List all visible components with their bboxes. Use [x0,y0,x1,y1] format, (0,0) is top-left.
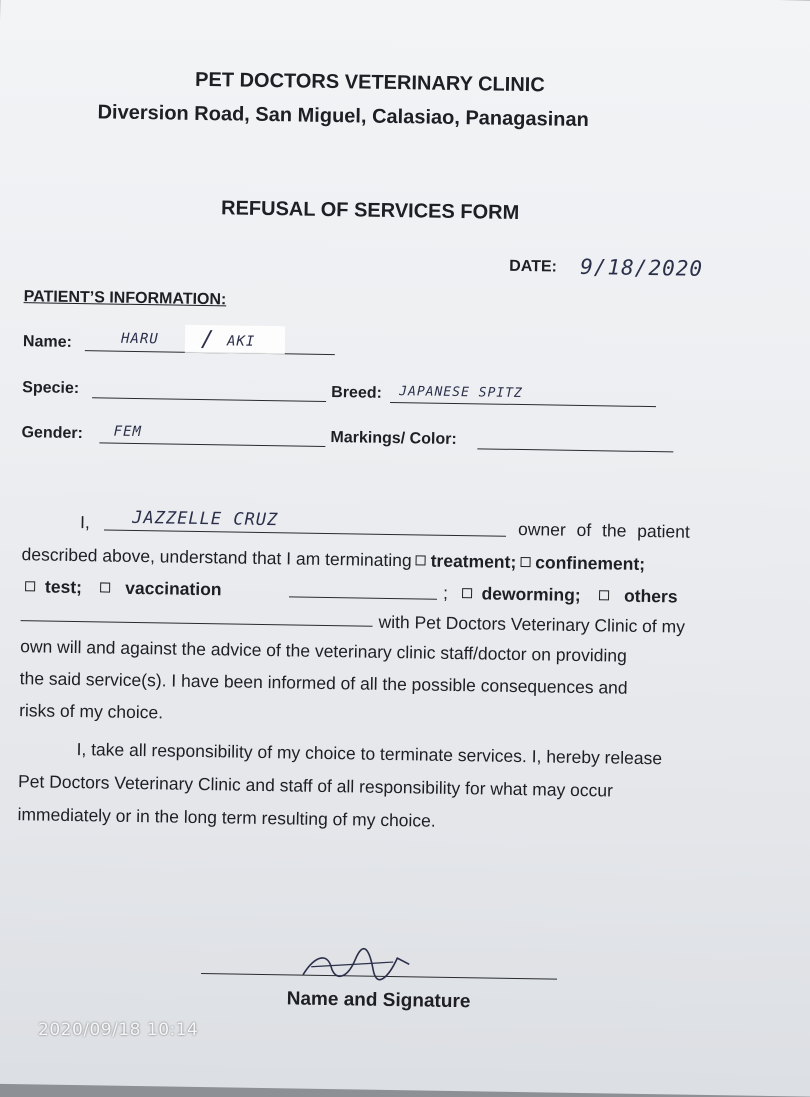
owner-name: JAZZELLE CRUZ [132,507,279,531]
markings-label: Markings/ Color: [330,429,457,449]
signature-label: Name and Signature [286,988,471,1013]
paragraph2-line3: immediately or in the long term resulting of my choice. [17,804,436,831]
statement-line1-end: owner of the patient [517,518,690,542]
option-treatment: treatment; [430,550,517,572]
gender-line [99,442,325,447]
specie-line [92,397,326,402]
owner-name-line [104,529,506,536]
statement-line5: own will and against the advice of the veterinary clinic staff/doctor on providing [20,636,627,666]
specie-label: Specie: [22,379,80,398]
name-value-part2: AKI [226,333,256,350]
gender-label: Gender: [21,424,84,443]
breed-line [390,402,656,407]
breed-label: Breed: [331,384,383,402]
signature-scribble [297,945,416,987]
checkbox-vaccination[interactable] [100,582,110,592]
form-title: REFUSAL OF SERVICES FORM [220,197,520,224]
statement-line6: the said service(s). I have been informed of all the possible consequences and [19,668,628,698]
patient-section-title: PATIENT’S INFORMATION: [23,288,227,309]
statement-line3 [21,570,222,605]
statement-line2-start: described above, understand that I am terminating [21,544,412,571]
paragraph2-line2: Pet Doctors Veterinary Clinic and staff of all responsibility for what may occur [17,771,614,801]
option-others: others [623,585,678,607]
date-label: DATE: [509,257,558,276]
name-value-part1: HARU [120,330,159,348]
others-line [21,620,373,627]
vaccination-line [289,596,437,599]
date-value: 9/18/2020 [580,254,704,281]
option-deworming: deworming; [481,583,581,605]
photo-timestamp: 2020/09/18 10:14 [38,1020,199,1040]
option-vaccination: vaccination [125,577,222,600]
option-test: test; [44,576,83,598]
gender-value: FEM [113,423,142,441]
checkbox-others[interactable] [599,590,609,600]
statement-line4-end: with Pet Doctors Veterinary Clinic of my [378,611,686,637]
checkbox-deworming[interactable] [462,588,472,598]
slash-mark: / [200,326,216,353]
option-semicolon: ; [442,582,449,603]
clinic-address: Diversion Road, San Miguel, Calasiao, Panagasinan [97,101,589,132]
statement-line7: risks of my choice. [19,700,164,723]
markings-line [477,448,673,452]
checkbox-confinement[interactable] [520,557,530,567]
option-confinement: confinement; [535,552,646,574]
owner-prefix: I, [79,512,91,533]
paragraph2-line1: I, take all responsibility of my choice to terminate services. I, hereby release [76,739,663,769]
checkbox-test[interactable] [25,581,35,591]
checkbox-treatment[interactable] [416,555,426,565]
breed-value: JAPANESE SPITZ [399,384,523,402]
name-label: Name: [22,333,73,351]
clinic-name: PET DOCTORS VETERINARY CLINIC [194,68,545,97]
